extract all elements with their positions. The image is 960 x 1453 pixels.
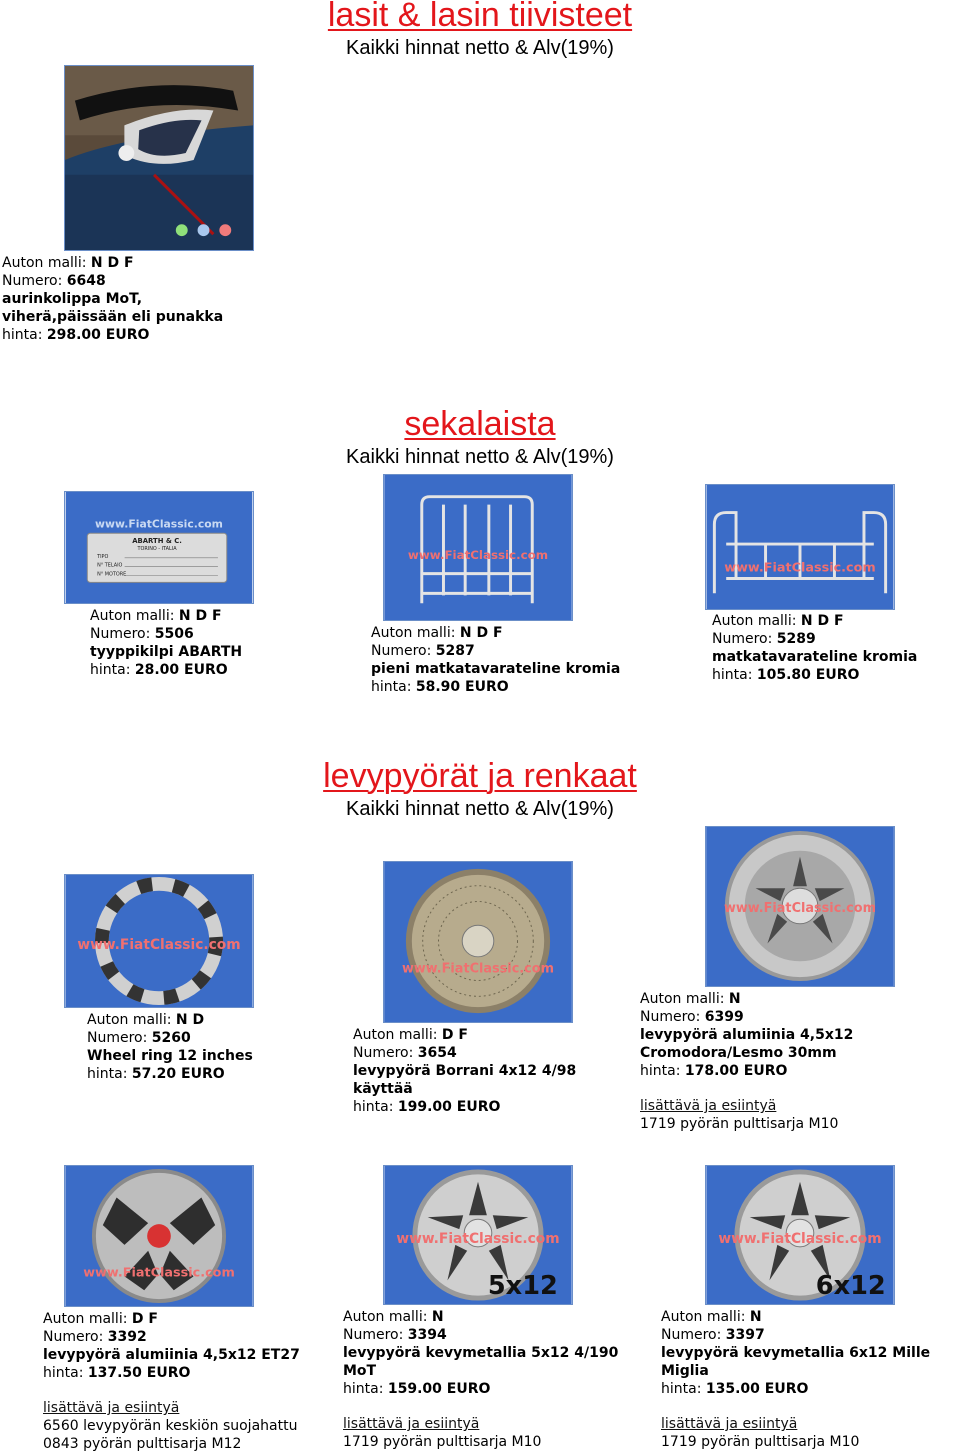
product-number: 6399	[704, 1009, 744, 1025]
alloy-wheel-3392-photo	[65, 1166, 253, 1306]
product-model: D F	[131, 1311, 158, 1327]
product-image-3392[interactable]	[64, 1165, 254, 1307]
small-luggage-rack-photo	[384, 475, 572, 620]
watermark-text: www.FiatClassic.com	[77, 936, 241, 953]
section-title-lasit[interactable]: lasit & lasin tiivisteet	[327, 0, 633, 34]
product-number: 3654	[417, 1045, 457, 1061]
product-model: N D F	[459, 625, 503, 641]
luggage-rack-photo	[706, 485, 894, 609]
product-number: 3392	[107, 1329, 147, 1345]
section-subtitle-levypyorat: Kaikki hinnat netto & Alv(19%)	[346, 798, 614, 820]
product-price: 298.00 EURO	[46, 327, 150, 343]
product-number: 6648	[66, 273, 106, 289]
watermark-text: www.FiatClassic.com	[396, 1230, 560, 1247]
extra-item: 1719 pyörän pulttisarja M10	[343, 1434, 542, 1450]
product-name: Wheel ring 12 inches	[87, 1048, 253, 1064]
section-subtitle-sekalaista: Kaikki hinnat netto & Alv(19%)	[346, 446, 614, 468]
sun-visor-photo	[65, 66, 253, 250]
section-title-sekalaista[interactable]: sekalaista	[404, 405, 556, 443]
product-image-5506[interactable]	[64, 491, 254, 604]
product-number: 5287	[435, 643, 475, 659]
product-number: 3394	[407, 1327, 447, 1343]
product-name: pieni matkatavarateline kromia	[371, 661, 621, 677]
product-name: levypyörä Borrani 4x12 4/98 käyttää	[353, 1063, 577, 1097]
product-price: 105.80 EURO	[756, 667, 860, 683]
product-image-3397[interactable]	[705, 1165, 895, 1305]
product-model: N D F	[800, 613, 844, 629]
size-badge: 5x12	[487, 1271, 558, 1302]
extra-item: 1719 pyörän pulttisarja M10	[640, 1116, 839, 1132]
product-info-5287: Auton malli: N D F Numero: 5287 pieni matkatavarateline kromia hinta: 58.90 EURO	[371, 625, 621, 695]
svg-text:TIPO: TIPO	[97, 553, 109, 560]
product-image-3394[interactable]	[383, 1165, 573, 1305]
product-number: 3397	[725, 1327, 765, 1343]
product-name: tyyppikilpi ABARTH	[90, 644, 243, 660]
cromodora-wheel-photo	[706, 827, 894, 986]
section-title-levypyorat[interactable]: levypyörät ja renkaat	[323, 757, 637, 795]
product-info-3392: Auton malli: D F Numero: 3392 levypyörä alumiinia 4,5x12 ET27 hinta: 137.50 EURO lisättävä ja esiintyä 6560 levypyörän keskiön suojahattu 0843 pyörän pulttisarja M12	[43, 1310, 313, 1453]
product-price: 137.50 EURO	[87, 1365, 191, 1381]
product-info-5260: Auton malli: N D Numero: 5260 Wheel ring 12 inches hinta: 57.20 EURO	[87, 1011, 287, 1083]
product-info-6648: Auton malli: N D F Numero: 6648 aurinkolippa MoT, viherä,päissään eli punakka hinta: 298.00 EURO	[2, 254, 267, 344]
product-number: 5260	[151, 1030, 191, 1046]
product-image-6648[interactable]	[64, 65, 254, 251]
product-model: N	[431, 1309, 444, 1325]
product-name: levypyörä kevymetallia 5x12 4/190 MoT	[343, 1345, 619, 1379]
product-price: 58.90 EURO	[415, 679, 509, 695]
watermark-text: www.FiatClassic.com	[402, 961, 554, 977]
product-info-5506: Auton malli: N D F Numero: 5506 tyyppikilpi ABARTH hinta: 28.00 EURO	[90, 607, 290, 679]
product-image-5260[interactable]	[64, 874, 254, 1008]
product-image-5289[interactable]	[705, 484, 895, 610]
product-price: 135.00 EURO	[705, 1381, 809, 1397]
product-price: 178.00 EURO	[684, 1063, 788, 1079]
svg-text:N° TELAIO: N° TELAIO	[97, 562, 123, 569]
wheel-ring-photo	[65, 875, 253, 1007]
extra-item: 0843 pyörän pulttisarja M12	[43, 1436, 242, 1452]
product-name: levypyörä alumiinia 4,5x12 Cromodora/Lesmo 30mm	[640, 1027, 854, 1061]
product-price: 57.20 EURO	[131, 1066, 225, 1082]
extra-item: 6560 levypyörän keskiön suojahattu	[43, 1418, 298, 1434]
product-name: levypyörä kevymetallia 6x12 Mille Miglia	[661, 1345, 931, 1379]
watermark-text: www.FiatClassic.com	[83, 1265, 235, 1281]
product-model: N D	[175, 1012, 205, 1028]
svg-text:TORINO - ITALIA: TORINO - ITALIA	[137, 545, 177, 552]
product-price: 199.00 EURO	[397, 1099, 501, 1115]
size-badge: 6x12	[815, 1271, 886, 1302]
product-image-5287[interactable]	[383, 474, 573, 621]
product-image-3654[interactable]	[383, 861, 573, 1023]
product-image-6399[interactable]	[705, 826, 895, 987]
svg-text:ABARTH & C.: ABARTH & C.	[132, 537, 182, 546]
borrani-wheel-photo	[384, 862, 572, 1022]
watermark-text: www.FiatClassic.com	[407, 547, 549, 562]
section-subtitle-lasit: Kaikki hinnat netto & Alv(19%)	[346, 37, 614, 59]
type-plate-photo	[65, 492, 253, 603]
product-model: N	[728, 991, 741, 1007]
product-price: 28.00 EURO	[134, 662, 228, 678]
product-name: levypyörä alumiinia 4,5x12 ET27	[43, 1347, 300, 1363]
product-model: N D F	[90, 255, 134, 271]
product-name: matkatavarateline kromia	[712, 649, 918, 665]
extra-link[interactable]: lisättävä ja esiintyä	[640, 1098, 777, 1114]
product-number: 5506	[154, 626, 194, 642]
product-info-6399: Auton malli: N Numero: 6399 levypyörä alumiinia 4,5x12 Cromodora/Lesmo 30mm hinta: 178.00 EURO lisättävä ja esiintyä 1719 pyörän pulttisarja M10	[640, 990, 960, 1133]
watermark-text: www.FiatClassic.com	[724, 560, 876, 576]
extra-link[interactable]: lisättävä ja esiintyä	[661, 1416, 798, 1432]
extra-item: 1719 pyörän pulttisarja M10	[661, 1434, 860, 1450]
product-model: N	[749, 1309, 762, 1325]
product-model: N D F	[178, 608, 222, 624]
product-info-3394: Auton malli: N Numero: 3394 levypyörä kevymetallia 5x12 4/190 MoT hinta: 159.00 EURO lisättävä ja esiintyä 1719 pyörän pulttisarja M10	[343, 1308, 628, 1451]
extra-link[interactable]: lisättävä ja esiintyä	[343, 1416, 480, 1432]
product-price: 159.00 EURO	[387, 1381, 491, 1397]
extra-link[interactable]: lisättävä ja esiintyä	[43, 1400, 180, 1416]
product-model: D F	[441, 1027, 468, 1043]
product-info-3397: Auton malli: N Numero: 3397 levypyörä kevymetallia 6x12 Mille Miglia hinta: 135.00 EURO lisättävä ja esiintyä 1719 pyörän pulttisarja M10	[661, 1308, 951, 1451]
watermark-text: www.FiatClassic.com	[724, 900, 876, 916]
svg-text:N° MOTORE: N° MOTORE	[97, 571, 127, 578]
watermark-text: www.FiatClassic.com	[95, 517, 223, 531]
alloy-wheel-6x12-photo	[706, 1166, 894, 1304]
product-info-5289: Auton malli: N D F Numero: 5289 matkatavarateline kromia hinta: 105.80 EURO	[712, 612, 942, 684]
watermark-text: www.FiatClassic.com	[718, 1230, 882, 1247]
product-info-3654: Auton malli: D F Numero: 3654 levypyörä Borrani 4x12 4/98 käyttää hinta: 199.00 EURO	[353, 1026, 623, 1116]
product-name: aurinkolippa MoT, viherä,päissään eli punakka	[2, 291, 224, 325]
product-number: 5289	[776, 631, 816, 647]
alloy-wheel-5x12-photo	[384, 1166, 572, 1304]
